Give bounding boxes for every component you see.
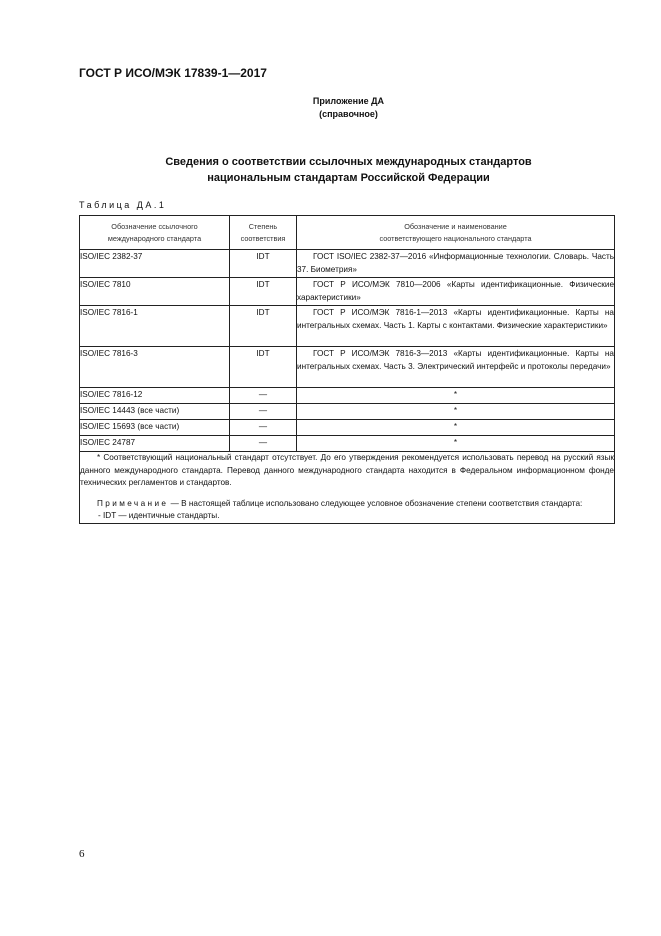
appendix-subtitle: (справочное): [319, 109, 378, 119]
cell-international-standard: ISO/IEC 14443 (все части): [80, 404, 230, 420]
correspondence-table: [79, 215, 615, 524]
cell-international-standard: ISO/IEC 24787: [80, 436, 230, 452]
cell-degree: IDT: [230, 278, 297, 306]
cell-national-standard: ГОСТ Р ИСО/МЭК 7816-3—2013 «Карты идентификационные. Карты на интегральных схемах. Часть 3. Электрический интерфейс и протоколы передачи»: [297, 347, 615, 388]
cell-national-standard: ГОСТ ISO/IEC 2382-37—2016 «Информационные технологии. Словарь. Часть 37. Биометрия»: [297, 250, 615, 278]
cell-international-standard: ISO/IEC 7816-1: [80, 306, 230, 347]
header-degree: Степень соответствия: [230, 216, 297, 250]
cell-degree: —: [230, 388, 297, 404]
note-text: — В настоящей таблице использовано следующее условное обозначение степени соответствия стандарта:: [168, 498, 583, 508]
section-title: [0, 154, 661, 186]
cell-national-standard: ГОСТ Р ИСО/МЭК 7816-1—2013 «Карты идентификационные. Карты на интегральных схемах. Часть 1. Карты с контактами. Физические характеристики»: [297, 306, 615, 347]
cell-degree: IDT: [230, 347, 297, 388]
cell-degree: IDT: [230, 250, 297, 278]
document-header: ГОСТ Р ИСО/МЭК 17839-1—2017: [79, 66, 267, 80]
table-row: [80, 306, 615, 347]
appendix-title: Приложение ДА: [312, 96, 385, 106]
table-row: [80, 347, 615, 388]
table-row: [80, 420, 615, 436]
table-row: [80, 388, 615, 404]
table-header-row: [80, 216, 615, 250]
table-label: Таблица ДА.1: [79, 200, 167, 210]
cell-national-standard: *: [297, 404, 615, 420]
cell-degree: —: [230, 436, 297, 452]
table-row: [80, 404, 615, 420]
cell-national-standard: *: [297, 420, 615, 436]
section-title-line-1: Сведения о соответствии ссылочных международных стандартов: [165, 156, 532, 168]
note: [80, 498, 614, 511]
header-national-standard: Обозначение и наименование соответствующего национального стандарта: [297, 216, 615, 250]
cell-degree: —: [230, 420, 297, 436]
table-row: [80, 250, 615, 278]
cell-degree: —: [230, 404, 297, 420]
cell-international-standard: ISO/IEC 7816-3: [80, 347, 230, 388]
cell-international-standard: ISO/IEC 7816-12: [80, 388, 230, 404]
table-footer-row: [80, 452, 615, 524]
section-title-line-2: национальным стандартам Российской Федерации: [207, 172, 490, 184]
cell-international-standard: ISO/IEC 2382-37: [80, 250, 230, 278]
note-label: Примечание: [97, 498, 169, 508]
note-list-item: - IDT — идентичные стандарты.: [98, 511, 220, 520]
table-row: [80, 278, 615, 306]
table-row: [80, 436, 615, 452]
cell-international-standard: ISO/IEC 15693 (все части): [80, 420, 230, 436]
footnote: * Соответствующий национальный стандарт отсутствует. До его утверждения рекомендуется использовать перевод на русский язык данного международного стандарта. Перевод данного международного стандарта находится в Федеральном информационном фонде технических регламентов и стандартов.: [80, 453, 614, 487]
table-footnote-cell: [80, 452, 615, 524]
cell-degree: IDT: [230, 306, 297, 347]
cell-international-standard: ISO/IEC 7810: [80, 278, 230, 306]
cell-national-standard: *: [297, 436, 615, 452]
page-number: 6: [79, 848, 85, 860]
cell-national-standard: ГОСТ Р ИСО/МЭК 7810—2006 «Карты идентификационные. Физические характеристики»: [297, 278, 615, 306]
header-international-standard: Обозначение ссылочного международного стандарта: [80, 216, 230, 250]
cell-national-standard: *: [297, 388, 615, 404]
appendix-heading: [0, 95, 661, 121]
